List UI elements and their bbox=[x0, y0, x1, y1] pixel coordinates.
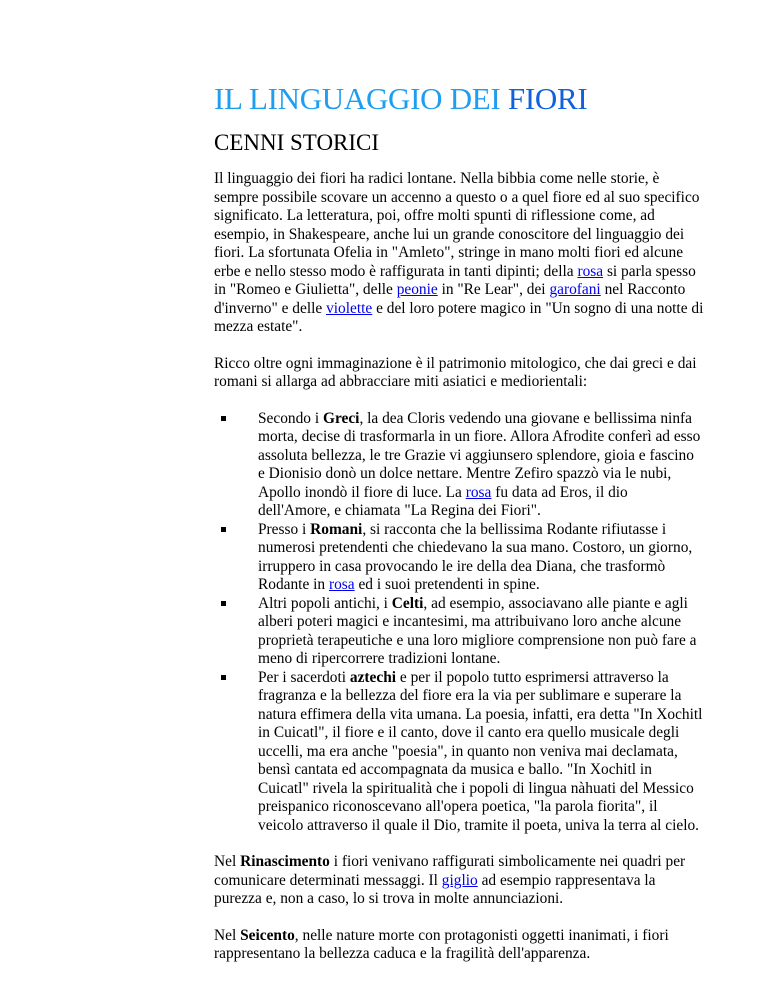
paragraph-seicento: Nel Seicento, nelle nature morte con protagonisti oggetti inanimati, i fiori rappresentano la bellezza caduca e la fragilità dell'apparenza. bbox=[214, 926, 669, 962]
list-item-celti: Altri popoli antichi, i Celti, ad esempio, associavano alle piante e agli alberi poteri magici e incantesimi, ma attribuivano loro anche alcune proprietà terapeutiche e una loro migliore comprensione non può fare a meno di ripercorrere tradizioni lontane. bbox=[258, 595, 704, 669]
list-item-aztechi: Per i sacerdoti aztechi e per il popolo tutto esprimersi attraverso la fragranza e la bellezza del fiore era la via per sublimare e superare la natura effimera della vita umana. La poesia, infatti, era detta "In Xochitl in Cuicatl", il fiore e il canto, dove il canto era quello musicale degli uccelli, ma era anche "poesia", in quanto non veniva mai declamata, bensì cantata ed accompagnata da musica e ballo. "In Xochitl in Cuicatl" rivela la spiritualità che i popoli di lingua nàhuati del Messico preispanico riconoscevano all'opera poetica, "la parola fiorita", il veicolo attraverso il quale il Dio, tramite il poeta, univa la terra al cielo. bbox=[258, 669, 704, 836]
link-violette[interactable]: violette bbox=[326, 299, 373, 317]
square-bullet-icon bbox=[221, 527, 226, 532]
document-page bbox=[214, 80, 704, 982]
square-bullet-icon bbox=[221, 416, 226, 421]
mythology-list bbox=[214, 410, 704, 836]
list-item-romani: Presso i Romani, si racconta che la bellissima Rodante rifiutasse i numerosi pretendenti che chiedevano la sua mano. Costoro, un giorno, irruppero in casa provocando le ire della dea Diana, che trasformò Rodante in rosa ed i suoi pretendenti in spine. bbox=[258, 521, 704, 595]
paragraph-intro: Il linguaggio dei fiori ha radici lontane. Nella bibbia come nelle storie, è sempre possibile scovare un accenno a questo o a quel fiore ed al suo specifico significato. La letteratura, poi, offre molti spunti di riflessione come, ad esempio, in Shakespeare, anche lui un grande conoscitore del linguaggio dei fiori. La sfortunata Ofelia in "Amleto", stringe in mano molti fiori ed alcune erbe e nello stesso modo è raffigurata in tanti dipinti; della rosa si parla spesso in "Romeo e Giulietta", delle peonie in "Re Lear", dei garofani nel Racconto d'inverno" e delle violette e del loro potere magico in "Un sogno di una notte di mezza estate". bbox=[214, 170, 704, 335]
title-part1: IL LINGUAGGIO DEI bbox=[214, 81, 508, 116]
link-garofani[interactable]: garofani bbox=[549, 281, 601, 298]
paragraph-rinascimento: Nel Rinascimento i fiori venivano raffigurati simbolicamente nei quadri per comunicare determinati messaggi. Il giglio ad esempio rappresentava la purezza e, non a caso, lo si trova in molte annunciazioni. bbox=[214, 853, 686, 907]
title-part2: FIORI bbox=[507, 81, 588, 116]
paragraph-mythology: Ricco oltre ogni immaginazione è il patrimonio mitologico, che dai greci e dai romani si allarga ad abbracciare miti asiatici e mediorientali: bbox=[214, 354, 697, 390]
link-peonie[interactable]: peonie bbox=[396, 281, 438, 298]
link-giglio[interactable]: giglio bbox=[441, 871, 478, 889]
link-rosa[interactable]: rosa bbox=[577, 262, 604, 280]
link-rosa-greci[interactable]: rosa bbox=[465, 483, 492, 501]
list-item-greci: Secondo i Greci, la dea Cloris vedendo una giovane e bellissima ninfa morta, decise di trasformarla in un fiore. Allora Afrodite conferì ad esso assoluta bellezza, le tre Grazie vi aggiunsero splendore, gioia e fascino e Dionisio donò un dolce nettare. Mentre Zefiro spazzò via le nubi, Apollo inondò il fiore di luce. La rosa fu data ad Eros, il dio dell'Amore, e chiamata "La Regina dei Fiori". bbox=[258, 410, 704, 521]
link-rosa-romani[interactable]: rosa bbox=[328, 576, 355, 593]
section-heading: CENNI STORICI bbox=[214, 130, 380, 155]
square-bullet-icon bbox=[221, 601, 226, 606]
square-bullet-icon bbox=[221, 675, 226, 680]
page-title bbox=[214, 80, 704, 118]
